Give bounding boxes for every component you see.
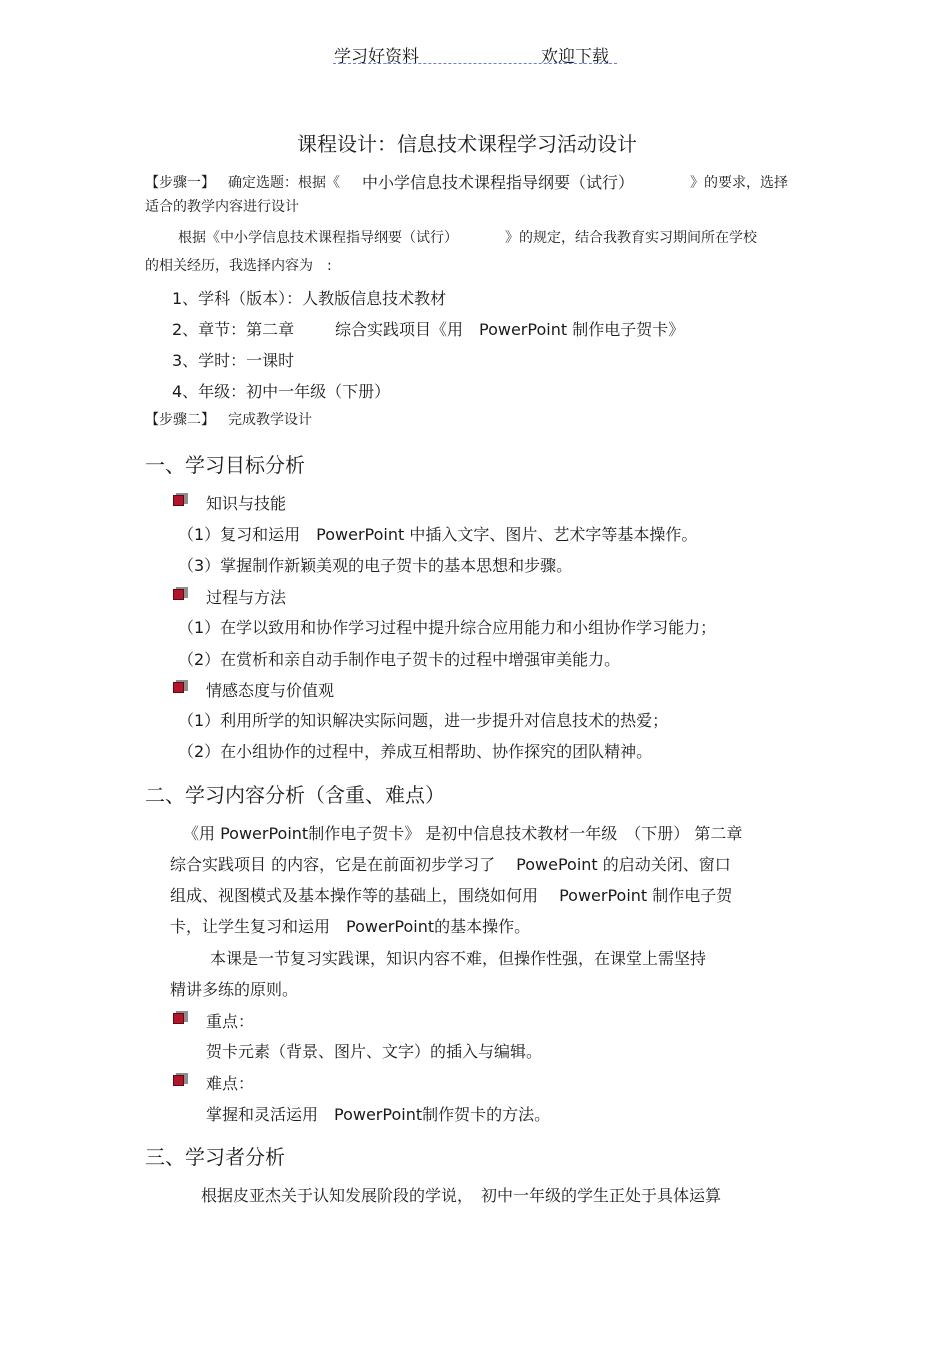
square-bullet-icon [173,587,188,600]
header-left: 学习好资料 [334,47,419,67]
content-paragraph-line: 《用 PowerPoint制作电子贺卡》 是初中信息技术教材一年级 （下册） 第二章 [183,824,743,843]
step1-line2: 适合的教学内容进行设计 [145,199,299,215]
header-right: 欢迎下载 [541,47,609,67]
basis-line1-b: 》的规定，结合我教育实习期间所在学校 [505,230,757,246]
square-bullet-icon [173,680,188,693]
page-title: 课程设计：信息技术课程学习活动设计 [297,132,637,156]
key-point-label: 重点： [206,1012,255,1031]
content-paragraph-line: 组成、视图模式及基本操作等的基础上，围绕如何用 PowerPoint 制作电子贺 [170,886,733,905]
step1-text-a: 确定选题：根据《 [228,175,340,191]
objective-item: （2）在赏析和亲自动手制作电子贺卡的过程中增强审美能力。 [178,650,621,669]
choice-hours: 3、学时：一课时 [172,351,295,370]
step1-text-b: 中小学信息技术课程指导纲要（试行） [362,173,635,192]
square-bullet-icon [173,493,188,506]
content-paragraph-line: 卡，让学生复习和运用 PowerPoint的基本操作。 [170,917,531,936]
section2-heading: 二、学习内容分析（含重、难点） [145,783,445,807]
objective-item: （1）在学以致用和协作学习过程中提升综合应用能力和小组协作学习能力； [178,618,717,637]
difficulty-label: 难点： [206,1074,255,1093]
learner-paragraph-line: 根据皮亚杰关于认知发展阶段的学说， 初中一年级的学生正处于具体运算 [201,1186,722,1205]
step2-label: 【步骤二】 [145,412,215,428]
step1-label: 【步骤一】 [145,175,215,191]
basis-line1-a: 根据《中小学信息技术课程指导纲要（试行） [178,230,458,246]
section1-heading: 一、学习目标分析 [145,453,305,477]
group-title-attitude: 情感态度与价值观 [206,681,335,700]
key-point-text: 贺卡元素（背景、图片、文字）的插入与编辑。 [206,1042,543,1061]
basis-line2: 的相关经历，我选择内容为 : [145,258,332,274]
content-paragraph-line: 精讲多练的原则。 [170,980,299,999]
step2-text: 完成教学设计 [228,412,312,428]
section3-heading: 三、学习者分析 [145,1145,285,1169]
objective-item: （2）在小组协作的过程中，养成互相帮助、协作探究的团队精神。 [178,742,653,761]
difficulty-text: 掌握和灵活运用 PowerPoint制作贺卡的方法。 [206,1105,551,1124]
square-bullet-icon [173,1011,188,1024]
content-paragraph-line: 本课是一节复习实践课，知识内容不难，但操作性强，在课堂上需坚持 [210,949,707,968]
objective-item: （3）掌握制作新颖美观的电子贺卡的基本思想和步骤。 [178,556,573,575]
header-dashed-line [333,63,617,64]
square-bullet-icon [173,1073,188,1086]
step1-text-c: 》的要求，选择 [690,175,788,191]
choice-grade: 4、年级：初中一年级（下册） [172,382,391,401]
objective-item: （1）利用所学的知识解决实际问题，进一步提升对信息技术的热爱； [178,711,669,730]
choice-chapter-project: 综合实践项目《用 PowerPoint 制作电子贺卡》 [335,320,685,339]
group-title-process: 过程与方法 [206,588,287,607]
choice-chapter: 2、章节：第二章 [172,320,295,339]
choice-subject: 1、学科（版本）：人教版信息技术教材 [172,289,447,308]
objective-item: （1）复习和运用 PowerPoint 中插入文字、图片、艺术字等基本操作。 [178,525,698,544]
content-paragraph-line: 综合实践项目 的内容，它是在前面初步学习了 PowePoint 的启动关闭、窗口 [170,855,731,874]
group-title-knowledge: 知识与技能 [206,494,287,513]
